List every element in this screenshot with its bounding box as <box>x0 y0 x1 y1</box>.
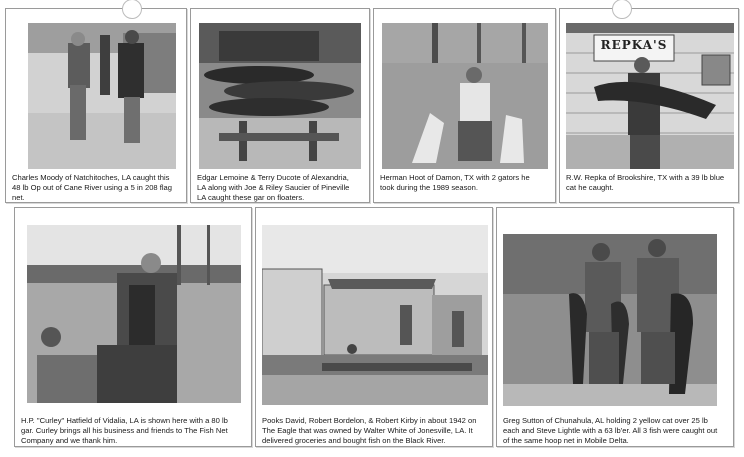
photo-card-1 <box>5 8 187 203</box>
man-with-blue-cat-photo <box>566 23 734 169</box>
photo-card-3 <box>373 8 556 203</box>
photo-caption: R.W. Repka of Brookshire, TX with a 39 lb blue cat he caught. <box>566 173 725 192</box>
houseboat-eagle-photo <box>262 225 488 405</box>
pin-hole <box>122 0 142 19</box>
photo-caption: Greg Sutton of Chunahula, AL holding 2 yellow cat over 25 lb each and Steve Lightle with a 63 lb'er. All 3 fish were caught out of the same hoop net in Mobile Delta. <box>503 416 718 445</box>
photo-card-2 <box>190 8 370 203</box>
photo-caption: Pooks David, Robert Bordelon, & Robert Kirby in about 1942 on The Eagle that was owned by Walter White of Jonesville, LA. It delivered groceries and bought fish on the Black River. <box>262 416 477 445</box>
photo-caption: Herman Hoot of Damon, TX with 2 gators he took during the 1989 season. <box>380 173 530 192</box>
photo-card-6 <box>255 207 493 447</box>
photo-card-5 <box>14 207 252 447</box>
photo-caption: Edgar Lemoine & Terry Ducote of Alexandria, LA along with Joe & Riley Saucier of Pineville LA caught these gar on floaters. <box>197 173 350 202</box>
photo-caption: Charles Moody of Natchitoches, LA caught this 48 lb Op out of Cane River using a 5 in 208 flag net. <box>12 173 172 202</box>
pin-hole <box>612 0 632 19</box>
man-with-gators-photo <box>382 23 548 169</box>
two-men-with-catfish-photo <box>503 234 717 406</box>
man-with-gar-flood-photo <box>27 225 241 403</box>
gar-on-truck-photo <box>199 23 361 169</box>
shop-sign-text: REPKA'S <box>600 38 668 52</box>
photo-card-4 <box>559 8 739 203</box>
photo-caption: H.P. "Curley" Hatfield of Vidalia, LA is shown here with a 80 lb gar. Curley brings all his business and friends to The Fish Net Company and we thank him. <box>21 416 228 445</box>
photo-card-7 <box>496 207 734 447</box>
man-with-large-fish-photo <box>28 23 176 169</box>
